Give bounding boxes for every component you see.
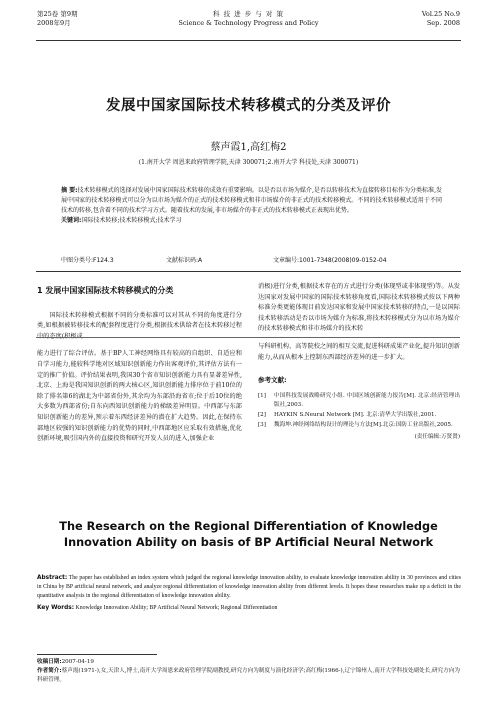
body-paragraph: 能力进行了综合评估。基于BP人工神经网络具有较高的自组织、自适应和自学习能力,能较科学地对区域知识创新能力作出客观评价,其评估方法有一定的推广价值。评价结果表明,我国30个省市知识创新能力具有显著差异性,北京、上海是我国知识创新的两大核心区,知识创新能力排序位于前10位的除了排名第6的湖北为中部省份外,其余均为东部沿海省市;位于后10位的绝大多数为西部省份;自东向西知识创新能力的梯级差异明显。中西部与东部知识创新能力的差异,预示着东西经济差异的潜在扩大趋势。因此,在保持东部地区较强的知识创新能力的优势的同时,中西部地区应采取有效措施,优化创新环境,吸引国内外的直接投资和研究开发人员的进入,加强企业: [37, 350, 242, 443]
article-number: 文章编号:1001-7348(2008)09-0152-04: [273, 257, 387, 264]
english-title-line1: The Research on the Regional Differentiation of Knowledge: [59, 520, 438, 533]
section-heading: 1 发展中国家国际技术转移模式的分类: [37, 286, 174, 295]
abstract-divider: [36, 271, 461, 272]
article-title: 发展中国家国际技术转移模式的分类及评价: [106, 98, 391, 114]
volume-issue: 第25卷 第9期: [37, 10, 78, 18]
reference-item: [258, 411, 460, 420]
english-title: [0, 519, 497, 551]
reference-text: 中国科技发展战略研究小组. 中国区域创新能力报告[M]. 北京:经济管理出版社,2003.: [274, 392, 460, 408]
english-abstract-label: Abstract:: [37, 575, 68, 581]
footnote: [37, 658, 461, 685]
reference-item: [258, 421, 460, 430]
left-column: [37, 282, 242, 445]
abstract-label: 摘 要:: [61, 187, 78, 194]
abstract-text: 技术转移模式的选择对发展中国家国际技术转移的成效有重要影响。以是否以市场为媒介,是否以转移技术为直接转移目标作为分类标准,发展中国家的技术转移模式可以分为以市场为媒介的正式的技术转移模式和非市场媒介的非正式的技术转移模式。不同的技术转移模式适用于不同技术的转移,包含着不同的技术学习方式。随着技术的发展,非市场媒介的非正式的技术转移模式正表现出优势。: [61, 187, 442, 214]
english-keywords-text: Knowledge Innovation Ability; BP Artificial Neural Network; Regional Differentiation: [75, 604, 278, 611]
english-keywords-label: Key Words:: [37, 604, 75, 611]
received-label: 收稿日期:: [37, 659, 62, 665]
header-rule: [36, 40, 461, 41]
english-abstract: [37, 574, 461, 613]
body-paragraph: 消极)进行分类,根据技术存在的方式进行分类(体现型或非体现型)等。从发达国家对发展中国家的国际技术转移角度看,国际技术转移模式按以下两种标准分类更能体现目前发达国家和发展中国家技术转移的特点,一是以国际技术转移活动是否以市场为媒介为标准,将技术转移模式分为以市场为媒介的技术转移模式和非市场媒介的技术转: [258, 283, 460, 333]
reference-number: [1]: [258, 392, 266, 399]
issue-date: 2008年9月: [37, 19, 71, 27]
author-affiliation: (1.南开大学 周恩来政府管理学院,天津 300071;2.南开大学 科技处,天津 300071): [138, 159, 359, 166]
reference-item: [258, 392, 460, 410]
reference-number: [2]: [258, 411, 266, 418]
keywords-text: 国际技术转移;技术转移模式;技术学习: [81, 216, 182, 224]
references-heading: 参考文献:: [258, 376, 287, 385]
english-title-line2: Innovation Ability on basis of BP Artificial Neural Network: [63, 536, 434, 549]
issue-info-en: [422, 10, 460, 28]
right-column: [258, 282, 460, 442]
keywords-label: 关键词:: [61, 216, 82, 224]
author-bio-text: 蔡声霞(1971-),女,天津人,博士,南开大学周恩来政府管理学院副教授,研究方向为制度与演化经济学;高红梅(1966-),辽宁锦州人,南开大学科技处副处长,研究方向为科研管理。: [37, 668, 460, 683]
footnote-rule: [37, 654, 157, 655]
volume-issue-en: Vol.25 No.9: [421, 10, 460, 18]
body-paragraph: 与科研机构、高等院校之间的相互交流,促进科研成果产业化,提升知识创新能力,从而从根本上控制东西部经济差异的进一步扩大。: [258, 342, 460, 361]
reference-text: HAYKIN S.Neural Network [M]. 北京:清华大学出版社,2001.: [274, 411, 437, 418]
reference-text: 魏海坤.神经网络结构设计的理论与方法[M].北京:国防工业出版社,2005.: [274, 421, 453, 428]
received-line: [37, 658, 461, 667]
document-code: 文献标识码:A: [166, 257, 203, 264]
journal-name-en: Science & Technology Progress and Policy: [178, 19, 319, 27]
reference-number: [3]: [258, 421, 266, 428]
article-authors: 蔡声霞1,高红梅2: [210, 142, 287, 153]
running-header: [0, 10, 497, 50]
responsible-editor: (责任编辑:万贤贤): [414, 433, 460, 440]
author-bio-label: 作者简介:: [37, 668, 62, 674]
body-paragraph: 国际技术转移模式根据不同的分类标准可以对其从不同的角度进行分类,如根据被转移技术的配套程度进行分类,根据技术供给者在技术转移过程中的态度(积极或: [37, 311, 242, 340]
issue-date-en: Sep. 2008: [426, 19, 460, 27]
clc-number: 中图分类号:F124.3: [61, 257, 114, 264]
english-abstract-text: The paper has established an index system which judged the regional knowledge innovation ability, to evaluate knowledge innovation ability in 30 provinces and cities in China by BP artificial neural network, and analyze regional differentiation of knowledge innovation ability from different levels. It hopes these researches make up a deficit in the quantitative analysis in the regional differentiation of knowledge innovation ability.: [37, 575, 461, 600]
chinese-abstract: [61, 186, 442, 226]
english-keywords-line: [37, 604, 461, 613]
keywords-line: [61, 216, 442, 226]
received-date: 2007-04-19: [61, 659, 94, 665]
author-bio-line: [37, 667, 461, 685]
journal-name-cn: 科 技 进 步 与 对 策: [213, 10, 284, 18]
